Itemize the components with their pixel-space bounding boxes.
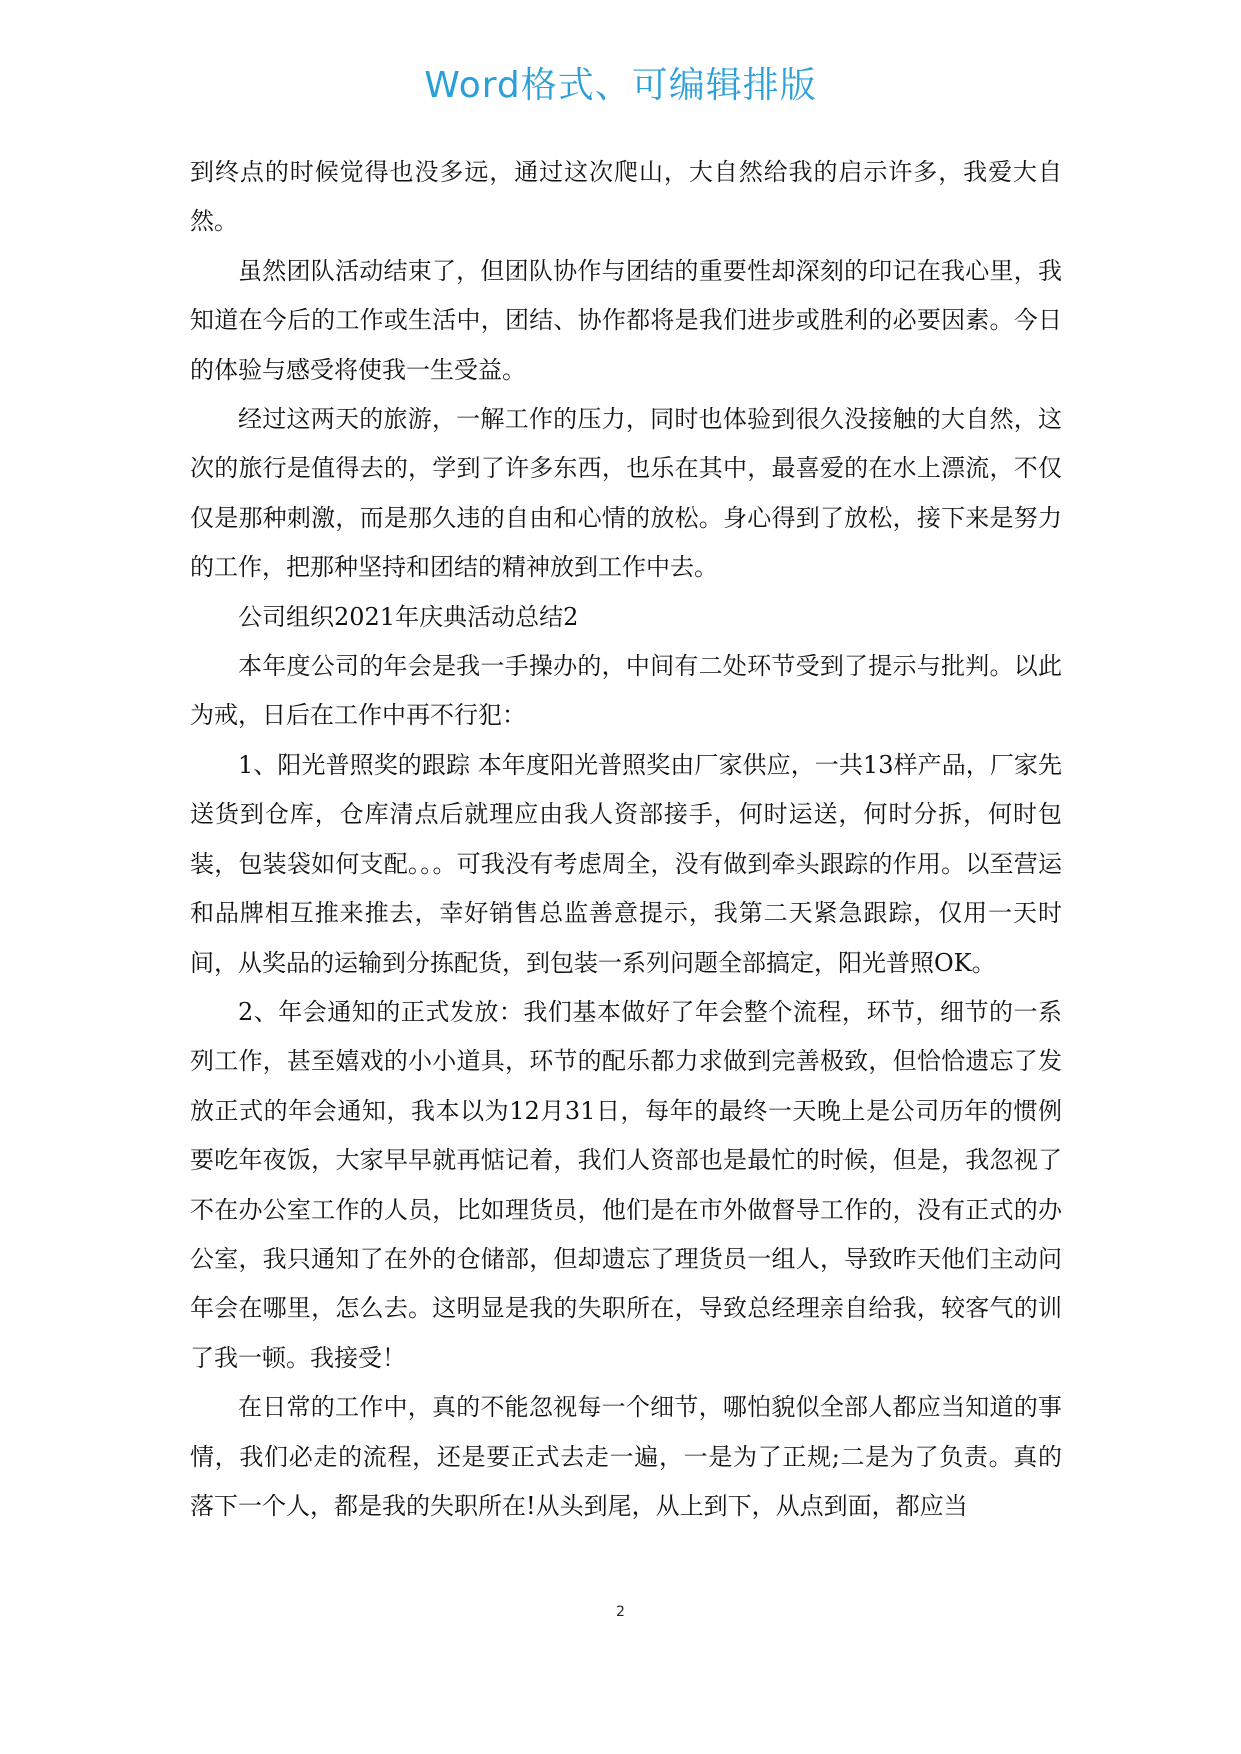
paragraph: 1、阳光普照奖的跟踪 本年度阳光普照奖由厂家供应，一共13样产品，厂家先送货到仓库，仓库清点后就理应由我人资部接手，何时运送，何时分拆，何时包装，包装袋如何支配。。。可我没有考虑周全，没有做到牵头跟踪的作用。以至营运和品牌相互推来推去，幸好销售总监善意提示，我第二天紧急跟踪，仅用一天时间，从奖品的运输到分拣配货，到包装一系列问题全部搞定，阳光普照OK。: [190, 750, 1062, 977]
paragraph: 虽然团队活动结束了，但团队协作与团结的重要性却深刻的印记在我心里，我知道在今后的工作或生活中，团结、协作都将是我们进步或胜利的必要因素。今日的体验与感受将使我一生受益。: [190, 256, 1062, 384]
paragraph: 2、年会通知的正式发放：我们基本做好了年会整个流程，环节，细节的一系列工作，甚至嬉戏的小小道具，环节的配乐都力求做到完善极致，但恰恰遗忘了发放正式的年会通知，我本以为12月31日，每年的最终一天晚上是公司历年的惯例要吃年夜饭，大家早早就再惦记着，我们人资部也是最忙的时候，但是，我忽视了不在办公室工作的人员，比如理货员，他们是在市外做督导工作的，没有正式的办公室，我只通知了在外的仓储部，但却遗忘了理货员一组人，导致昨天他们主动问年会在哪里，怎么去。这明显是我的失职所在，导致总经理亲自给我，较客气的训了我一顿。我接受！: [190, 997, 1062, 1372]
section-heading: 公司组织2021年庆典活动总结2: [238, 602, 579, 631]
page-header-title: Word格式、可编辑排版: [424, 65, 817, 106]
paragraph: 经过这两天的旅游，一解工作的压力，同时也体验到很久没接触的大自然，这次的旅行是值得去的，学到了许多东西，也乐在其中，最喜爱的在水上漂流，不仅仅是那种刺激，而是那久违的自由和心情的放松。身心得到了放松，接下来是努力的工作，把那种坚持和团结的精神放到工作中去。: [190, 405, 1062, 582]
paragraph: 在日常的工作中，真的不能忽视每一个细节，哪怕貌似全部人都应当知道的事情，我们必走的流程，还是要正式去走一遍，一是为了正规;二是为了负责。真的落下一个人，都是我的失职所在!从头到尾，从上到下，从点到面，都应当: [190, 1393, 1062, 1520]
document-body: [190, 148, 1062, 1531]
paragraph: 到终点的时候觉得也没多远，通过这次爬山，大自然给我的启示许多，我爱大自然。: [190, 158, 1062, 236]
page-number: 2: [616, 1604, 625, 1620]
paragraph: 本年度公司的年会是我一手操办的，中间有二处环节受到了提示与批判。以此为戒，日后在工作中再不行犯：: [190, 652, 1062, 730]
